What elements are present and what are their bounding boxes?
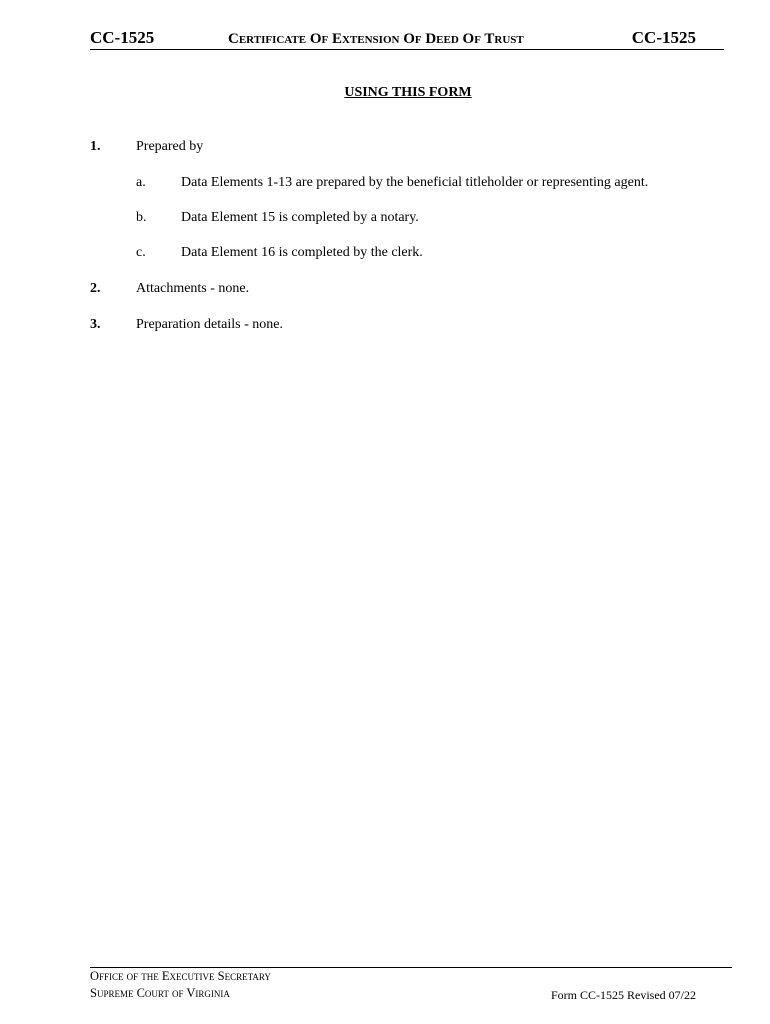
item-text: Attachments - none. [136,281,250,296]
item-number: 3. [90,317,101,332]
form-revision: Form CC-1525 Revised 07/22 [550,988,696,1002]
subitem-letter: a. [136,175,146,190]
footer-court: Supreme Court of Virginia [90,986,230,1000]
subitem-text: Data Element 16 is completed by the clerk. [181,245,423,260]
form-code-left: CC-1525 [90,28,155,47]
subitem-text: Data Elements 1-13 are prepared by the beneficial titleholder or representing agent. [181,175,649,190]
subitem-letter: b. [136,210,147,225]
item-number: 1. [90,139,101,154]
subitem-text: Data Element 15 is completed by a notary. [181,210,419,225]
item-text: Prepared by [136,139,204,154]
form-code-right: CC-1525 [631,28,696,47]
item-number: 2. [90,281,101,296]
footer-office: Office of the Executive Secretary [90,969,271,983]
section-heading: USING THIS FORM [344,85,472,100]
subitem-letter: c. [136,245,146,260]
item-text: Preparation details - none. [136,317,283,332]
document-footer [90,967,732,1002]
document-title: Certificate Of Extension Of Deed Of Trust [228,31,524,47]
document-header [90,28,724,50]
